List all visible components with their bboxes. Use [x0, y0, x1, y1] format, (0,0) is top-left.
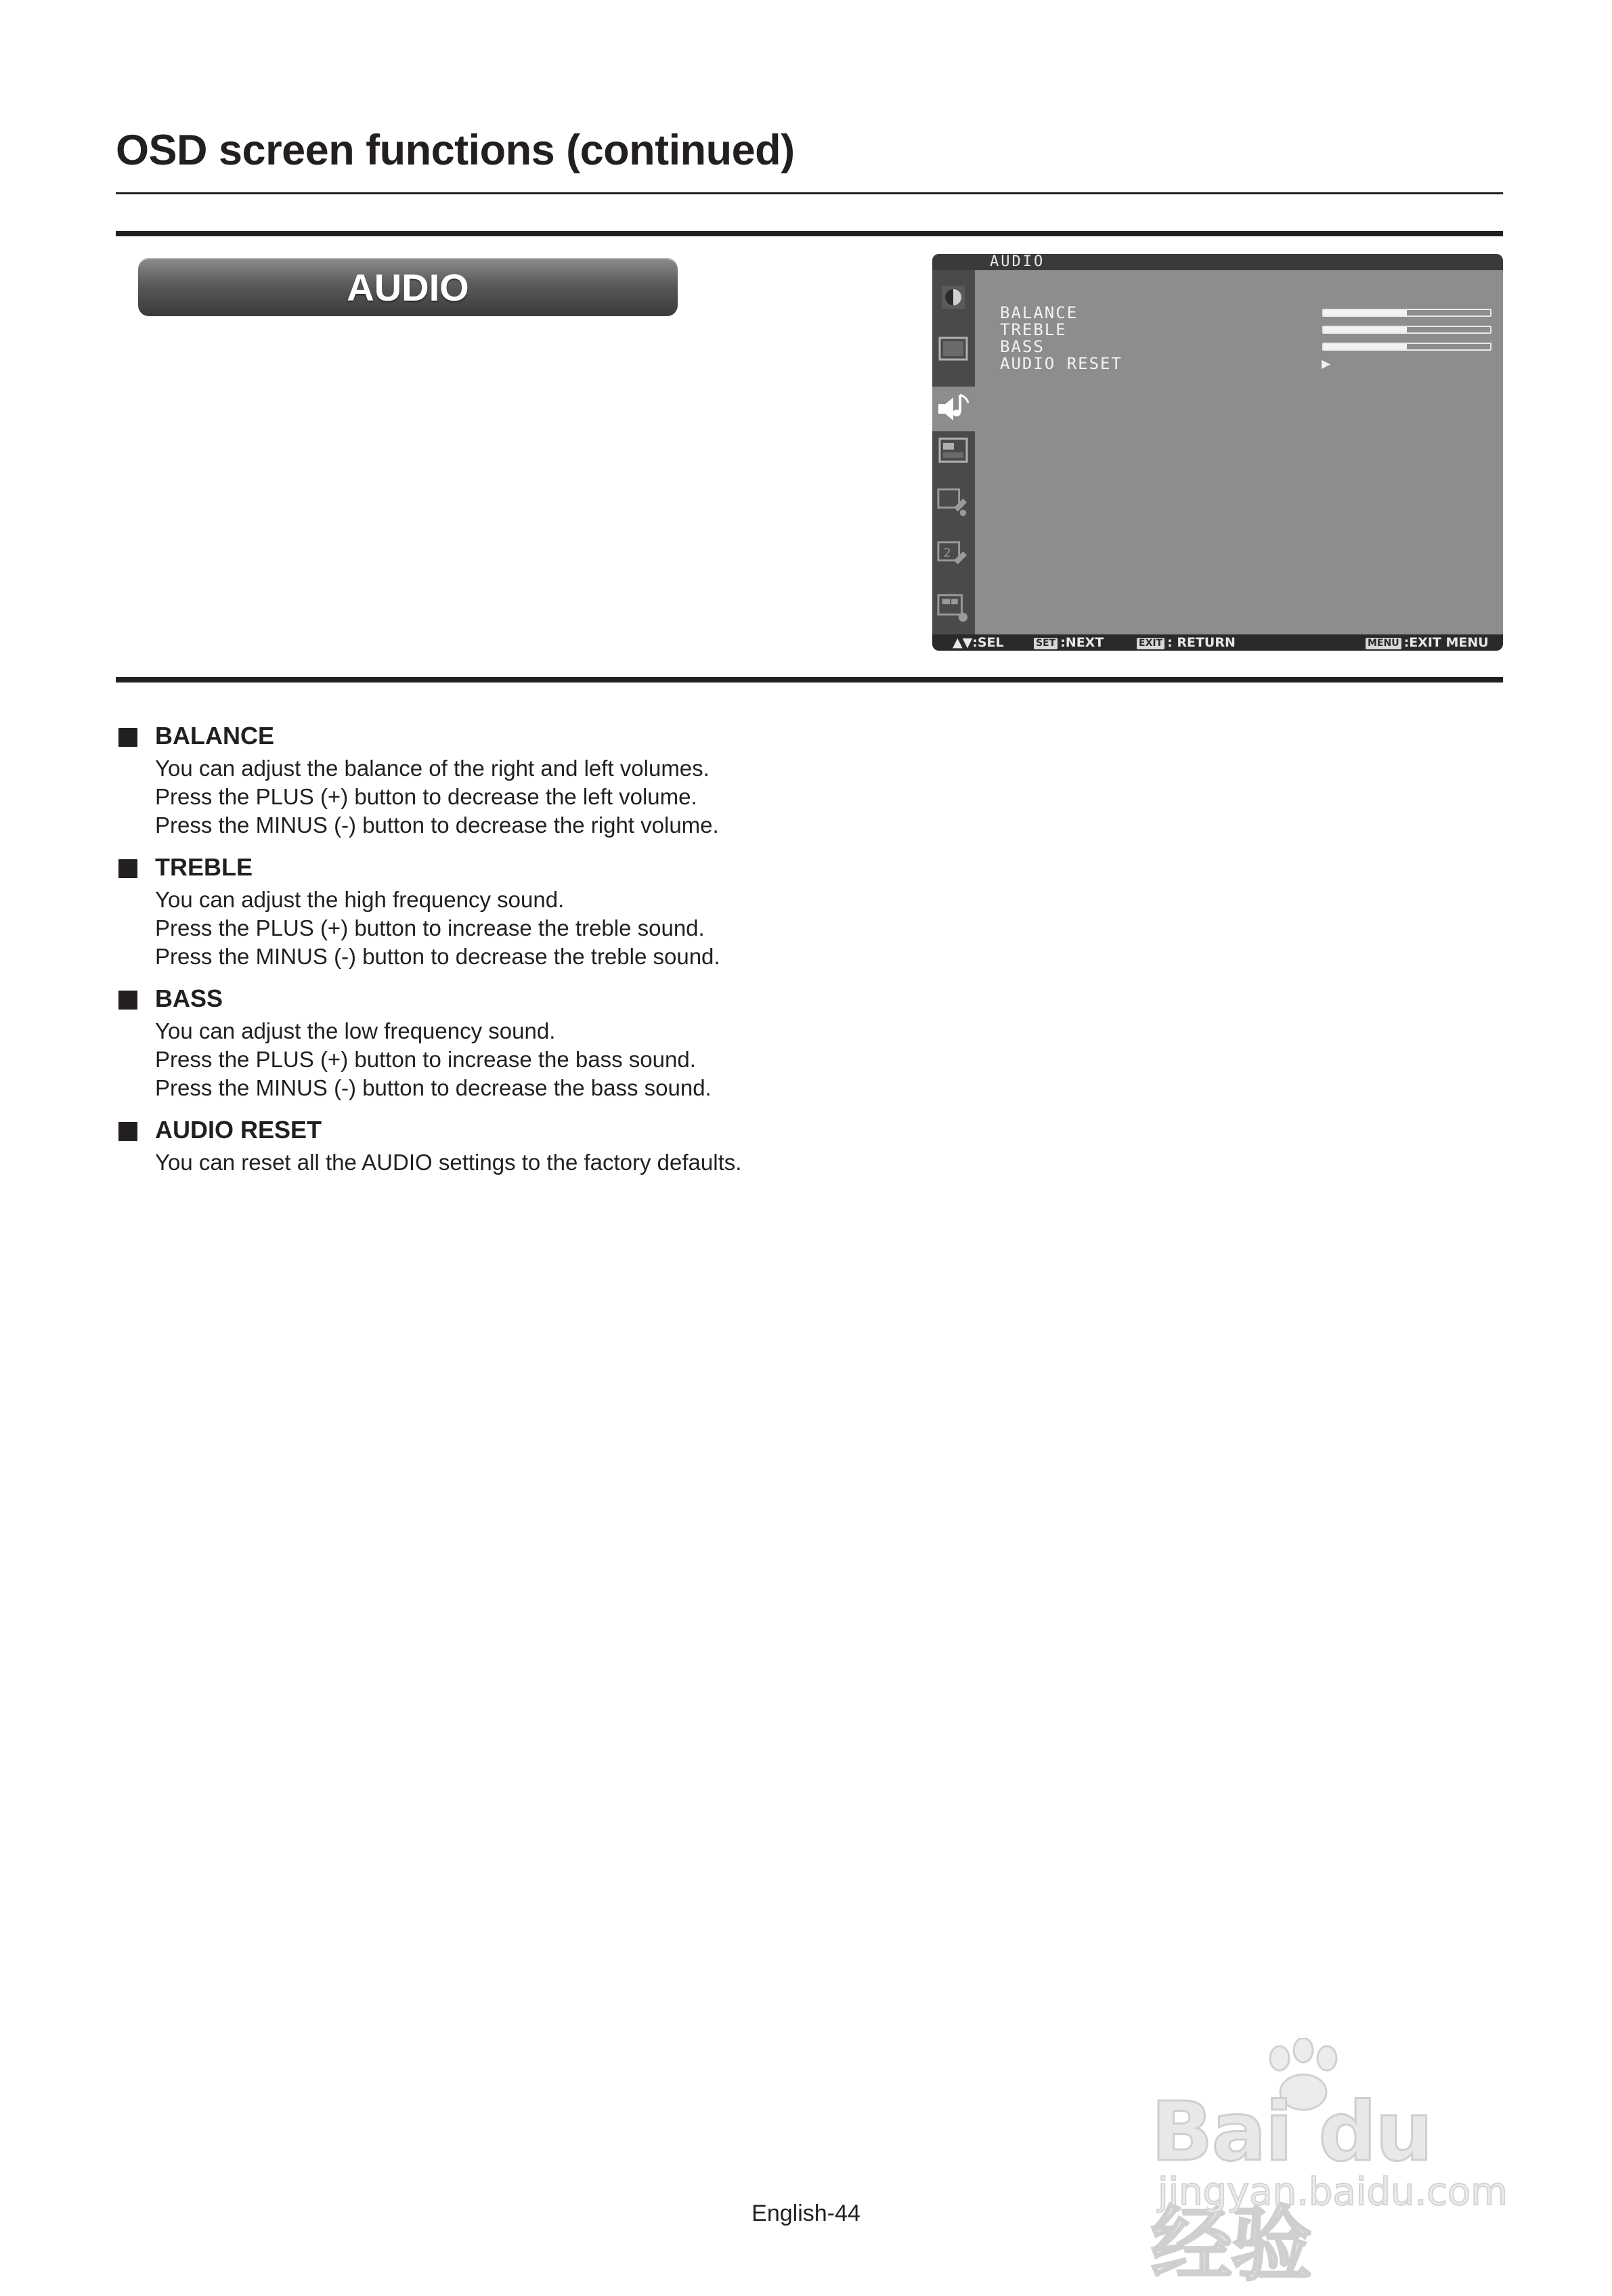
footer-hint-return: [1137, 635, 1236, 650]
item-line: Press the MINUS (-) button to decrease the right volume.: [155, 813, 719, 838]
square-bullet-icon: [118, 1122, 137, 1141]
item-heading: BASS: [155, 984, 223, 1012]
watermark-url: jingyan.baidu.com: [1158, 2170, 1508, 2214]
item-heading: BALANCE: [155, 722, 274, 750]
section-header-label: AUDIO: [347, 265, 469, 309]
section-header-audio: [138, 258, 678, 316]
option2-icon[interactable]: [937, 540, 970, 572]
up-down-arrow-icon: ▲▼: [953, 635, 973, 650]
picture-icon[interactable]: [937, 281, 970, 313]
item-heading: AUDIO RESET: [155, 1116, 322, 1144]
item-line: You can reset all the AUDIO settings to the factory defaults.: [155, 1150, 742, 1175]
osd-sidebar: [932, 270, 975, 634]
menu-key-icon: MENU: [1366, 638, 1401, 649]
osd-audio-screen: [932, 254, 1503, 651]
submenu-arrow-icon: ▶: [1322, 355, 1331, 372]
page-number: English-44: [751, 2201, 861, 2226]
bass-slider[interactable]: [1322, 343, 1491, 351]
item-line: You can adjust the low frequency sound.: [155, 1018, 556, 1043]
section-bottom-divider: [116, 677, 1503, 683]
item-line: Press the PLUS (+) button to increase the treble sound.: [155, 915, 705, 940]
treble-slider[interactable]: [1322, 326, 1491, 334]
item-line: You can adjust the high frequency sound.: [155, 887, 565, 912]
osd-title: AUDIO: [990, 254, 1045, 270]
item-line: Press the PLUS (+) button to decrease the left volume.: [155, 784, 697, 809]
osd-footer: [932, 634, 1503, 651]
osd-titlebar: [932, 254, 1503, 270]
footer-hint-exit-menu: [1366, 635, 1489, 650]
item-line: Press the MINUS (-) button to decrease the bass sound.: [155, 1075, 712, 1100]
osd-item-treble[interactable]: TREBLE: [1000, 320, 1067, 339]
schedule-icon[interactable]: [937, 434, 970, 467]
square-bullet-icon: [118, 859, 137, 878]
square-bullet-icon: [118, 991, 137, 1010]
section-top-divider: [116, 231, 1503, 236]
footer-hint-next: [1034, 635, 1104, 650]
page-title: OSD screen functions (continued): [116, 127, 795, 174]
set-key-icon: SET: [1034, 638, 1058, 649]
exit-key-icon: EXIT: [1137, 638, 1164, 649]
footer-select-label: :SEL: [972, 635, 1004, 650]
svg-text:2: 2: [943, 546, 951, 560]
footer-next-label: :NEXT: [1060, 635, 1104, 650]
title-divider: [116, 192, 1503, 194]
balance-slider[interactable]: [1322, 309, 1491, 317]
option1-icon[interactable]: [937, 487, 970, 519]
screen-icon[interactable]: [937, 332, 970, 365]
watermark-brand: Bai du 经验: [1151, 2085, 1432, 2292]
osd-item-balance[interactable]: BALANCE: [1000, 303, 1079, 322]
footer-return-label: : RETURN: [1167, 635, 1236, 650]
osd-item-audio-reset[interactable]: AUDIO RESET: [1000, 354, 1123, 373]
audio-icon[interactable]: [932, 387, 975, 431]
baidu-watermark: [1144, 2038, 1523, 2292]
multi-input-icon[interactable]: [937, 592, 970, 625]
item-line: Press the MINUS (-) button to decrease the treble sound.: [155, 944, 720, 969]
square-bullet-icon: [118, 728, 137, 747]
item-line: You can adjust the balance of the right and left volumes.: [155, 756, 710, 781]
osd-item-bass[interactable]: BASS: [1000, 337, 1045, 356]
item-heading: TREBLE: [155, 853, 253, 881]
footer-exit-menu-label: :EXIT MENU: [1403, 635, 1489, 650]
item-line: Press the PLUS (+) button to increase the bass sound.: [155, 1047, 696, 1072]
footer-hint-select: [953, 635, 1004, 650]
